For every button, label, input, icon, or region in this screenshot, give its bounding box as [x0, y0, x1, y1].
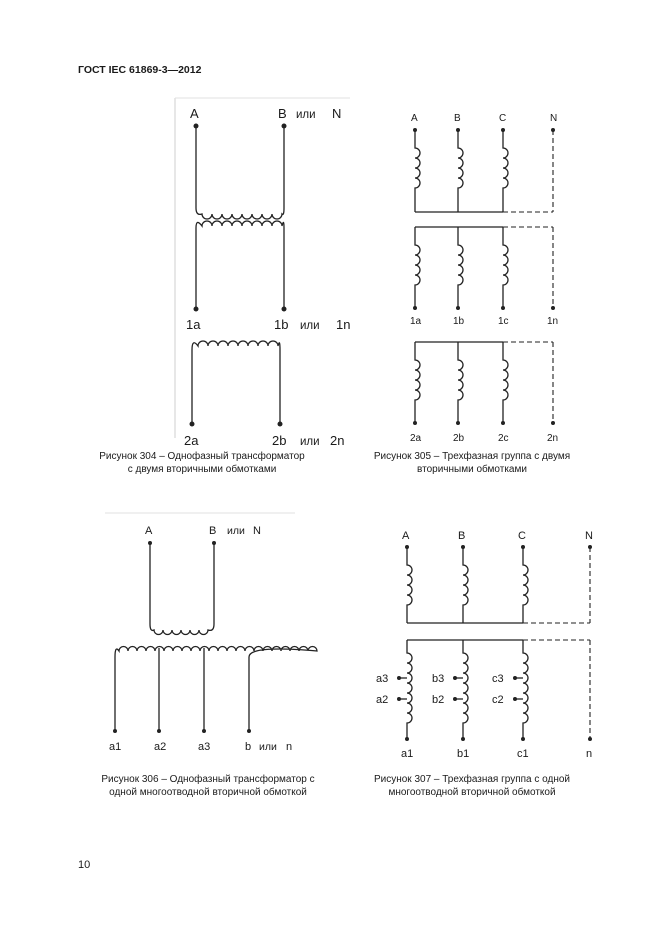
tap-label: c2 [492, 694, 504, 706]
tap-label: a3 [376, 673, 389, 685]
terminal-dot [194, 307, 199, 312]
figure-304-diagram [170, 98, 365, 450]
terminal-label: C [499, 113, 507, 124]
terminal-label: C [518, 530, 526, 542]
primary-phase-c-winding [503, 130, 508, 212]
terminal-label: 1b [453, 316, 465, 327]
terminal-label: N [332, 106, 342, 121]
terminal-label: 2a [184, 433, 199, 448]
terminal-label: N [550, 113, 558, 124]
secondary-phase-b-winding [463, 640, 468, 738]
or-label: или [300, 320, 320, 332]
primary-phase-b-winding [458, 130, 463, 212]
primary-phase-b-winding [463, 547, 468, 623]
terminal-label: a2 [154, 741, 167, 753]
terminal-label: 2b [453, 433, 465, 444]
terminal-label: N [253, 525, 261, 537]
terminal-label: B [209, 525, 217, 537]
terminal-label: 1a [410, 316, 422, 327]
terminal-label: B [454, 113, 461, 124]
terminal-label: a1 [401, 748, 414, 760]
figure-305-diagram [400, 108, 580, 448]
terminal-label: 1a [186, 317, 201, 332]
primary-phase-a-winding [407, 547, 412, 623]
primary-phase-a-winding [415, 130, 420, 212]
terminal-label: 1b [274, 317, 289, 332]
terminal-dot [190, 422, 195, 427]
page-number: 10 [78, 859, 91, 871]
terminal-label: 1c [498, 316, 509, 327]
terminal-dot [282, 307, 287, 312]
figure-304-caption: Рисунок 304 – Однофазный трансформатор с двумя вторичными обмотками [99, 451, 305, 475]
terminal-label: B [458, 530, 466, 542]
terminal-label: n [586, 748, 593, 760]
or-label: или [300, 436, 320, 448]
secondary-phase-a-winding [407, 640, 412, 738]
terminal-label: b1 [457, 748, 470, 760]
terminal-label: 1n [336, 317, 351, 332]
figure-306-diagram [95, 512, 310, 757]
tap-label: b3 [432, 673, 445, 685]
tap-label: c3 [492, 673, 504, 685]
or-label: или [259, 741, 277, 753]
tapped-secondary-winding [115, 647, 317, 731]
terminal-label: 2n [330, 433, 345, 448]
tap-label: a2 [376, 694, 389, 706]
tap-label: b2 [432, 694, 445, 706]
secondary-winding-1 [196, 221, 284, 308]
terminal-label: A [190, 106, 199, 121]
terminal-label: a3 [198, 741, 211, 753]
document-header: ГОСТ IEC 61869-3—2012 [78, 64, 202, 76]
primary-winding [196, 126, 284, 219]
terminal-label: N [585, 530, 593, 542]
terminal-label: b [245, 741, 252, 753]
terminal-label: A [145, 525, 153, 537]
figure-307-diagram [370, 525, 605, 765]
figure-307-caption: Рисунок 307 – Трехфазная группа с одной многоотводной вторичной обмоткой [373, 774, 571, 798]
secondary-phase-c-winding [523, 640, 528, 738]
terminal-label: A [411, 113, 418, 124]
terminal-label: a1 [109, 741, 122, 753]
terminal-label: 2a [410, 433, 422, 444]
terminal-label: 2b [272, 433, 287, 448]
secondary-winding-2 [192, 341, 280, 423]
terminal-label: A [402, 530, 410, 542]
terminal-dot [278, 422, 283, 427]
figure-305-caption: Рисунок 305 – Трехфазная группа с двумя вторичными обмотками [373, 451, 571, 475]
terminal-label: 1n [547, 316, 559, 327]
figure-306-caption: Рисунок 306 – Однофазный трансформатор с одной многоотводной вторичной обмоткой [101, 774, 315, 798]
or-label: или [296, 109, 316, 121]
or-label: или [227, 525, 245, 537]
terminal-label: c1 [517, 748, 529, 760]
primary-winding [150, 543, 214, 635]
terminal-label: 2n [547, 433, 559, 444]
terminal-label: B [278, 106, 287, 121]
terminal-label: 2c [498, 433, 509, 444]
primary-phase-c-winding [523, 547, 528, 623]
terminal-label: n [286, 741, 293, 753]
